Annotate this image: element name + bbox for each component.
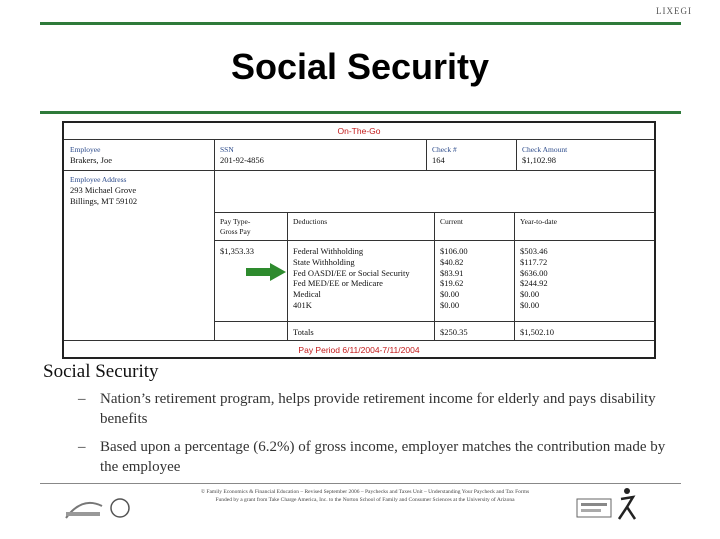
- check-number: 164: [432, 155, 445, 165]
- current-value: $83.91: [440, 267, 464, 278]
- take-charge-america-logo: [62, 492, 134, 522]
- bullet-text: Nation’s retirement program, helps provide retirement income for elderly and pays disability benefits: [100, 391, 656, 427]
- current-label: Current: [440, 217, 463, 226]
- current-value: $106.00: [440, 246, 468, 256]
- ytd-value: $0.00: [520, 299, 540, 310]
- ytd-list: [520, 246, 548, 311]
- totals-label: Totals: [293, 327, 314, 337]
- top-rule: [40, 22, 681, 25]
- ssn-value: 201-92-4856: [220, 155, 264, 165]
- pay-stub: [62, 121, 656, 359]
- employee-label: Employee: [70, 145, 101, 154]
- deduction-item: 401K: [293, 299, 312, 310]
- check-label: Check #: [432, 145, 457, 154]
- title-rule: [40, 111, 681, 114]
- footer-text: [135, 488, 595, 504]
- total-ytd: $1,502.10: [520, 327, 554, 337]
- current-value: $0.00: [440, 289, 460, 300]
- current-value: $40.82: [440, 256, 464, 267]
- university-logo: [575, 485, 645, 525]
- address-label: Employee Address: [70, 175, 127, 184]
- current-value: $0.00: [440, 299, 460, 310]
- ytd-label: Year-to-date: [520, 217, 557, 226]
- stub-line: [287, 212, 288, 340]
- stub-line: [434, 212, 435, 340]
- deductions-label: Deductions: [293, 217, 328, 226]
- deduction-item: State Withholding: [293, 256, 355, 267]
- slide-code: LIXEGI: [656, 6, 692, 16]
- company-name: On-The-Go: [337, 126, 381, 136]
- stub-line: [64, 139, 654, 140]
- pay-type-label: Pay Type-: [220, 217, 251, 226]
- deductions-list: [293, 246, 410, 311]
- ytd-value: $0.00: [520, 289, 540, 300]
- bullet-dash: –: [78, 391, 86, 407]
- gross-pay-label: Gross Pay: [220, 227, 251, 236]
- address-line2: Billings, MT 59102: [70, 196, 138, 206]
- section-heading: Social Security: [43, 361, 159, 382]
- check-amount: $1,102.98: [522, 155, 556, 165]
- employee-name: Brakers, Joe: [70, 155, 113, 165]
- stub-line: [516, 139, 517, 170]
- ytd-value: $636.00: [520, 267, 548, 278]
- ytd-value: $503.46: [520, 246, 548, 256]
- pay-period: Pay Period 6/11/2004-7/11/2004: [298, 345, 420, 355]
- gross-pay: $1,353.33: [220, 246, 254, 256]
- deduction-item: Federal Withholding: [293, 246, 364, 256]
- stub-line: [214, 139, 215, 340]
- current-list: [440, 246, 468, 311]
- deduction-item: Fed OASDI/EE or Social Security: [293, 267, 410, 278]
- footer-line: © Family Economics & Financial Education – Revised September 2006 – Paychecks and Taxes Unit – Understanding Your Paycheck and Tax Forms: [200, 489, 530, 495]
- bullet-dash: –: [78, 439, 86, 455]
- total-current: $250.35: [440, 327, 468, 337]
- ytd-value: $117.72: [520, 256, 548, 267]
- stub-line: [64, 170, 654, 171]
- stub-line: [64, 340, 654, 341]
- bullet-text: Based upon a percentage (6.2%) of gross income, employer matches the contribution made by the employee: [100, 439, 666, 475]
- stub-line: [426, 139, 427, 170]
- slide-title: Social Security: [230, 46, 490, 87]
- current-value: $19.62: [440, 278, 464, 289]
- check-amount-label: Check Amount: [522, 145, 568, 154]
- footer-line: Funded by a grant from Take Charge America, Inc. to the Norton School of Family and Consumer Sciences at the University of Arizona: [215, 497, 515, 503]
- address-line1: 293 Michael Grove: [70, 185, 137, 195]
- deduction-item: Medical: [293, 289, 321, 300]
- stub-line: [514, 212, 515, 340]
- ytd-value: $244.92: [520, 278, 548, 289]
- footer-rule: [40, 483, 681, 484]
- arrow-right-icon: [246, 263, 286, 281]
- deduction-item: Fed MED/EE or Medicare: [293, 278, 383, 289]
- ssn-label: SSN: [220, 145, 234, 154]
